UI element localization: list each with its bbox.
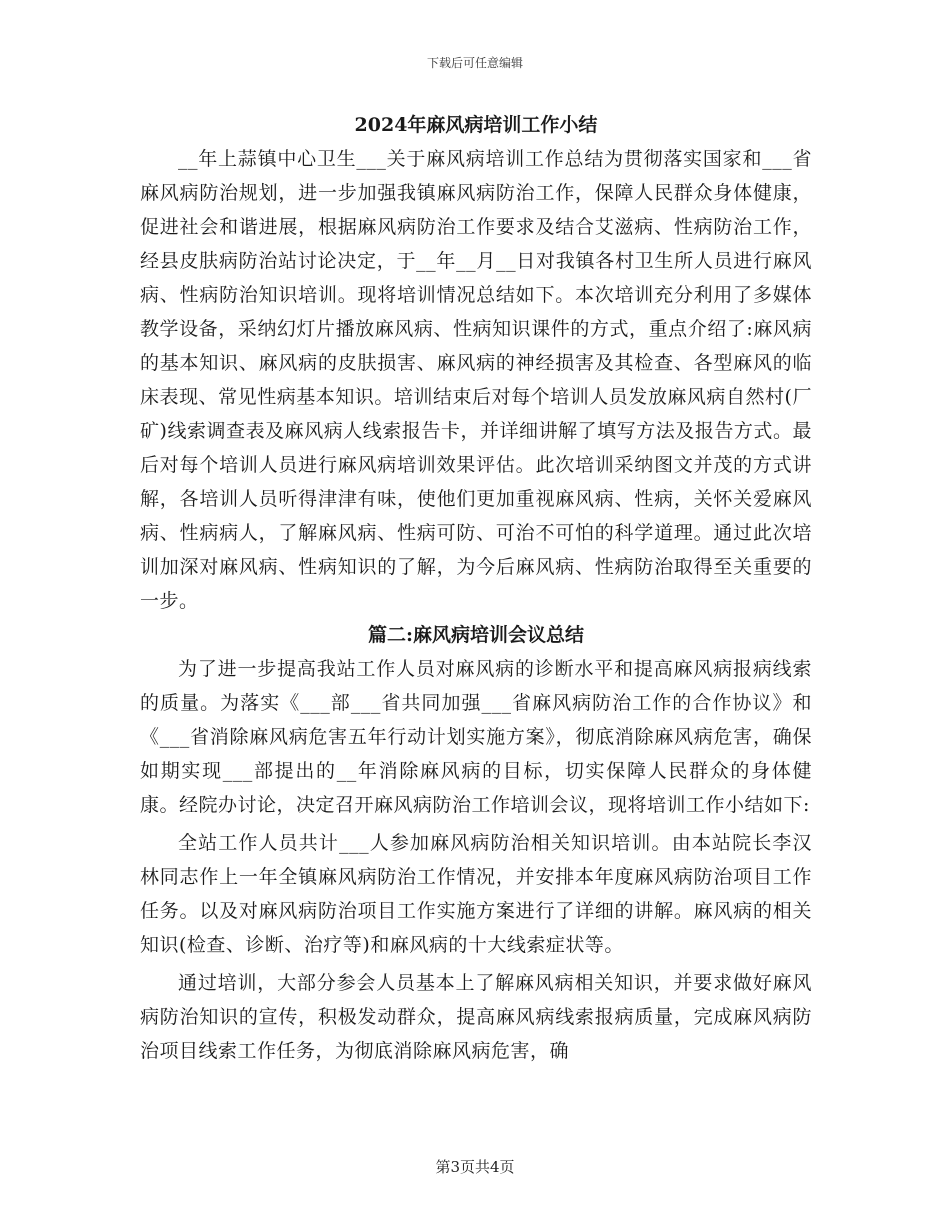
paragraph-3: 全站工作人员共计___人参加麻风病防治相关知识培训。由本站院长李汉林同志作上一年全镇麻风病防治工作情况，并安排本年度麻风病防治项目工作任务。以及对麻风病防治项目工作实施方案进行了详细的讲解。麻风病的相关知识(检查、诊断、治疗等)和麻风病的十大线索症状等。 bbox=[140, 832, 812, 956]
paragraph-4: 通过培训，大部分参会人员基本上了解麻风病相关知识，并要求做好麻风病防治知识的宣传，积极发动群众，提高麻风病线索报病质量，完成麻风病防治项目线索工作任务，为彻底消除麻风病危害，确 bbox=[140, 972, 812, 1062]
paragraph-1: __年上蒜镇中心卫生___关于麻风病培训工作总结为贯彻落实国家和___省麻风病防治规划，进一步加强我镇麻风病防治工作，保障人民群众身体健康，促进社会和谐进展，根据麻风病防治工作要求及结合艾滋病、性病防治工作，经县皮肤病防治站讨论决定，于__年__月__日对我镇各村卫生所人员进行麻风病、性病防治知识培训。现将培训情况总结如下。本次培训充分利用了多媒体教学设备，采纳幻灯片播放麻风病、性病知识课件的方式，重点介绍了:麻风病的基本知识、麻风病的皮肤损害、麻风病的神经损害及其检查、各型麻风的临床表现、常见性病基本知识。培训结束后对每个培训人员发放麻风病自然村(厂矿)线索调查表及麻风病人线索报告卡，并详细讲解了填写方法及报告方式。最后对每个培训人员进行麻风病培训效果评估。此次培训采纳图文并茂的方式讲解，各培训人员听得津津有味，使他们更加重视麻风病、性病，关怀关爱麻风病、性病病人，了解麻风病、性病可防、可治不可怕的科学道理。通过此次培训加深对麻风病、性病知识的了解，为今后麻风病、性病防治取得至关重要的一步。 bbox=[140, 148, 812, 612]
header-note: 下载后可任意编辑 bbox=[426, 56, 523, 70]
document-title: 2024年麻风病培训工作小结 bbox=[354, 114, 598, 136]
document-body bbox=[140, 108, 812, 1068]
section-title: 篇二:麻风病培训会议总结 bbox=[367, 624, 584, 646]
page-number: 第3页共4页 bbox=[435, 1158, 515, 1176]
paragraph-2: 为了进一步提高我站工作人员对麻风病的诊断水平和提高麻风病报病线索的质量。为落实《___部___省共同加强___省麻风病防治工作的合作协议》和《___省消除麻风病危害五年行动计划实施方案》，彻底消除麻风病危害，确保如期实现___部提出的__年消除麻风病的目标，切实保障人民群众的身体健康。经院办讨论，决定召开麻风病防治工作培训会议，现将培训工作小结如下: bbox=[140, 658, 812, 816]
